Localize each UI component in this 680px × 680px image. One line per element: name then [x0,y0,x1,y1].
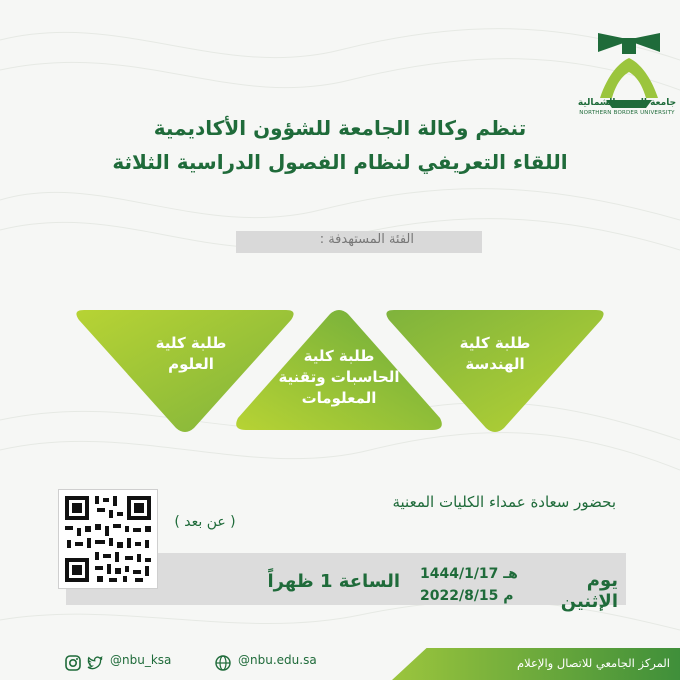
qr-code-image [59,490,157,588]
hijri-date [420,566,520,582]
group-line: الهندسة [465,355,525,373]
attendance-text: بحضور سعادة عمداء الكليات المعنية [392,493,616,511]
group-line: الحاسبات وتقنية [278,368,400,386]
title-line-1: تنظم وكالة الجامعة للشؤون الأكاديمية [153,116,527,140]
group-line: المعلومات [301,389,377,407]
title-line-2: اللقاء التعريفي لنظام الفصول الدراسية الثلاثة [112,150,568,174]
remote-label: ( عن بعد ) [174,514,236,530]
group-line: طلبة كلية [155,334,227,352]
website-link[interactable]: @nbu.edu.sa [238,653,317,667]
footer-credit: المركز الجامعي للاتصال والإعلام [517,656,670,670]
twitter-icon[interactable] [86,654,104,672]
instagram-icon[interactable] [64,654,82,672]
group-science [116,333,266,375]
logo-name-en: NORTHERN BORDER UNIVERSITY [579,110,675,116]
qr-code[interactable] [58,489,158,589]
group-line: العلوم [168,355,214,373]
time-label: الساعة 1 ظهراً [267,571,400,592]
gregorian-date-value: 2022/8/15 [420,588,499,604]
group-line: طلبة كلية [459,334,531,352]
day-label: يوم الإثنين [560,570,618,612]
hijri-date-value: 1444/1/17 [420,566,499,582]
hijri-suffix: هـ [503,566,518,582]
globe-icon[interactable] [214,654,232,672]
twitter-handle[interactable]: @nbu_ksa [110,653,172,667]
logo-name-ar: جامعة الحدود الشمالية [577,98,677,108]
gregorian-date [420,588,520,604]
target-audience-label: الفئة المستهدفة : [319,232,414,247]
footer-left [0,648,420,680]
gregorian-suffix: م [503,588,514,604]
group-line: طلبة كلية [303,347,375,365]
